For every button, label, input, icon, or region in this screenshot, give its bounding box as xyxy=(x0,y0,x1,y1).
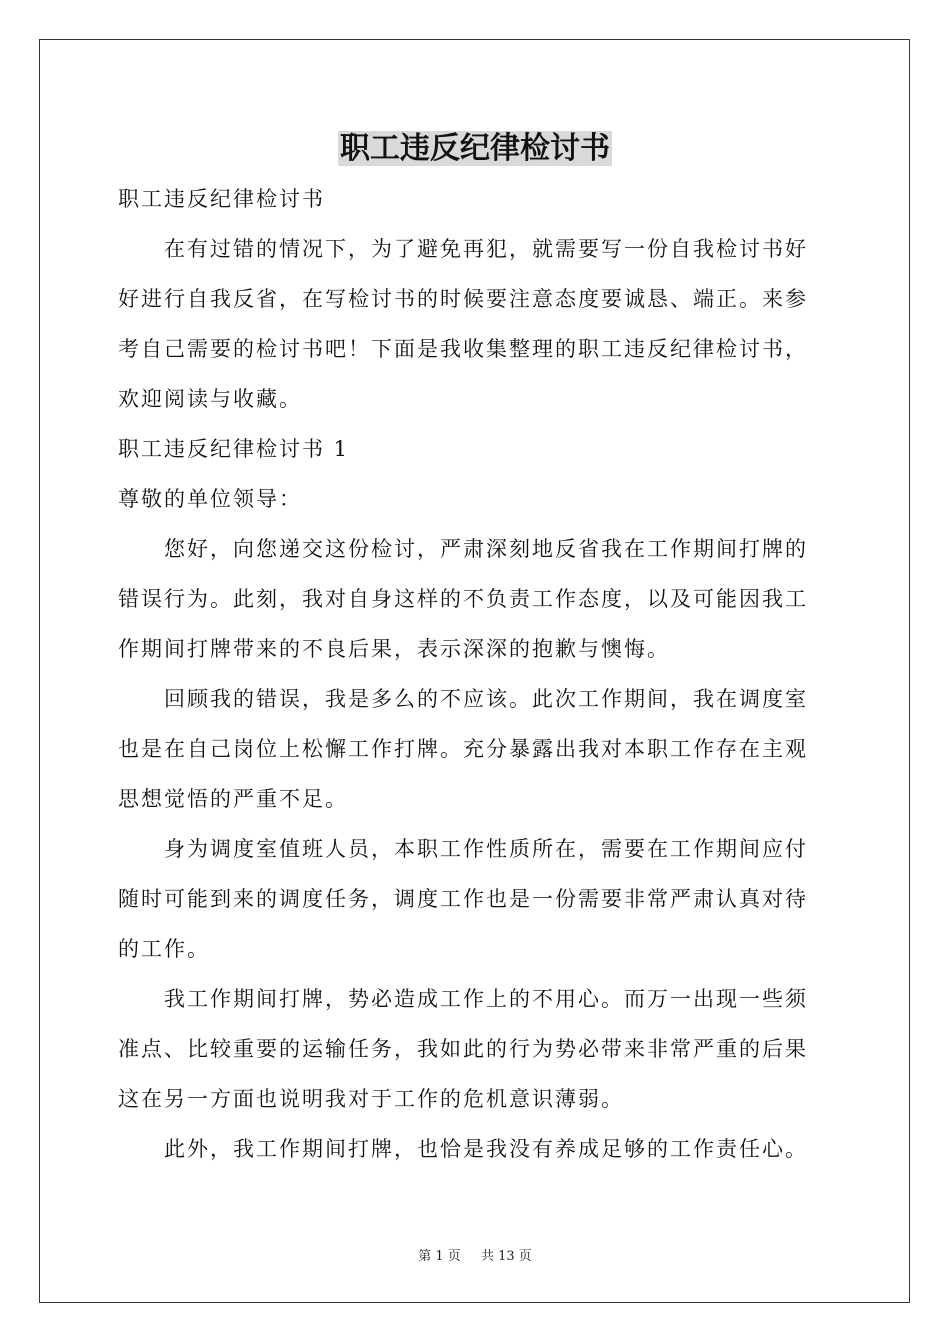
body-line-para4-1: 我工作期间打牌，势必造成工作上的不用心。而万一出现一些须 xyxy=(164,987,808,1011)
body-line-para1-1: 您好，向您递交这份检讨，严肃深刻地反省我在工作期间打牌的 xyxy=(164,537,808,561)
body-line-para1-3: 作期间打牌带来的不良后果，表示深深的抱歉与懊悔。 xyxy=(118,637,670,661)
body-line-para3-2: 随时可能到来的调度任务，调度工作也是一份需要非常严肃认真对待 xyxy=(118,887,808,911)
body-line-section-title: 职工违反纪律检讨书 1 xyxy=(118,437,350,461)
body-line-intro-1: 在有过错的情况下，为了避免再犯，就需要写一份自我检讨书好 xyxy=(164,237,808,261)
document-title-text: 职工违反纪律检讨书 xyxy=(340,131,610,166)
body-line-para2-1: 回顾我的错误，我是多么的不应该。此次工作期间，我在调度室 xyxy=(164,687,808,711)
body-line-para4-2: 准点、比较重要的运输任务，我如此的行为势必带来非常严重的后果 xyxy=(118,1037,808,1061)
body-line-para2-2: 也是在自己岗位上松懈工作打牌。充分暴露出我对本职工作存在主观 xyxy=(118,737,808,761)
document-title xyxy=(0,128,950,170)
body-line-salutation: 尊敬的单位领导： xyxy=(118,487,302,511)
body-line-para5-1: 此外，我工作期间打牌，也恰是我没有养成足够的工作责任心。 xyxy=(164,1137,808,1161)
document-body xyxy=(118,174,834,1174)
body-line-para3-3: 的工作。 xyxy=(118,937,210,961)
page-number: 第 1 页 xyxy=(418,1249,461,1264)
body-line-heading: 职工违反纪律检讨书 xyxy=(118,187,325,211)
body-line-para4-3: 这在另一方面也说明我对于工作的危机意识薄弱。 xyxy=(118,1087,624,1111)
page-footer xyxy=(0,1247,950,1267)
body-line-para3-1: 身为调度室值班人员，本职工作性质所在，需要在工作期间应付 xyxy=(164,837,808,861)
body-line-para1-2: 错误行为。此刻，我对自身这样的不负责工作态度，以及可能因我工 xyxy=(118,587,808,611)
body-line-para2-3: 思想觉悟的严重不足。 xyxy=(118,787,348,811)
page-total: 共 13 页 xyxy=(480,1249,532,1264)
body-line-intro-3: 考自己需要的检讨书吧！下面是我收集整理的职工违反纪律检讨书， xyxy=(118,337,808,361)
body-line-intro-2: 好进行自我反省，在写检讨书的时候要注意态度要诚恳、端正。来参 xyxy=(118,287,808,311)
body-line-intro-4: 欢迎阅读与收藏。 xyxy=(118,387,302,411)
